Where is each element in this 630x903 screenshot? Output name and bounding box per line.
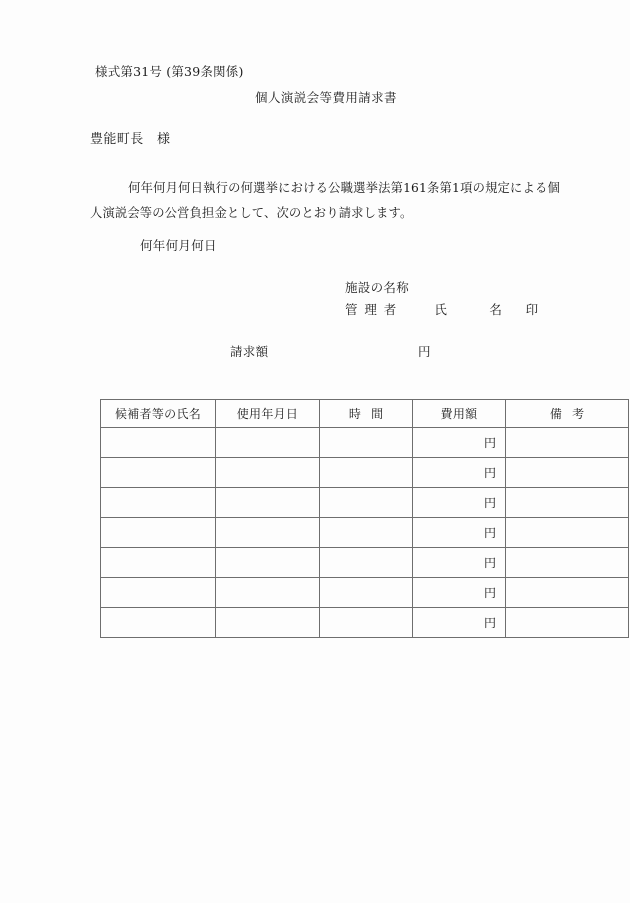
facility-name-label: 施設の名称 bbox=[345, 280, 410, 295]
seal-label: 印 bbox=[525, 302, 539, 317]
cell-note[interactable] bbox=[506, 548, 629, 578]
cell-use-date[interactable] bbox=[216, 608, 320, 638]
date-line: 何年何月何日 bbox=[140, 238, 217, 253]
cell-time[interactable] bbox=[320, 578, 413, 608]
table-row bbox=[101, 428, 629, 458]
cell-cost[interactable]: 円 bbox=[413, 548, 506, 578]
form-number: 様式第31号 (第39条関係) bbox=[95, 64, 244, 79]
cell-note[interactable] bbox=[506, 428, 629, 458]
body-text: 何年何月何日執行の何選挙における公職選挙法第161条第1項の規定による個人演説会等の公営負担金として、次のとおり請求します。 bbox=[90, 181, 560, 220]
cell-note[interactable] bbox=[506, 608, 629, 638]
header-time-text: 時間 bbox=[348, 407, 394, 421]
table-row bbox=[101, 578, 629, 608]
cell-cost[interactable]: 円 bbox=[413, 458, 506, 488]
cell-candidate-name[interactable] bbox=[101, 608, 216, 638]
cell-note[interactable] bbox=[506, 488, 629, 518]
claim-amount-unit: 円 bbox=[418, 344, 431, 359]
cell-cost[interactable]: 円 bbox=[413, 578, 506, 608]
cell-time[interactable] bbox=[320, 488, 413, 518]
cell-time[interactable] bbox=[320, 608, 413, 638]
addressee: 豊能町長 様 bbox=[90, 132, 171, 147]
table-body bbox=[101, 428, 629, 638]
table-row bbox=[101, 608, 629, 638]
surname-label: 氏 bbox=[434, 302, 447, 317]
cell-note[interactable] bbox=[506, 458, 629, 488]
cell-candidate-name[interactable] bbox=[101, 548, 216, 578]
table-row bbox=[101, 458, 629, 488]
header-candidate-name: 候補者等の氏名 bbox=[101, 400, 216, 428]
claim-table bbox=[100, 399, 629, 638]
cell-cost[interactable]: 円 bbox=[413, 518, 506, 548]
cell-cost[interactable]: 円 bbox=[413, 488, 506, 518]
manager-signature-line bbox=[345, 300, 538, 318]
cell-candidate-name[interactable] bbox=[101, 458, 216, 488]
header-cost: 費用額 bbox=[413, 400, 506, 428]
cell-use-date[interactable] bbox=[216, 458, 320, 488]
claim-amount-label: 請求額 bbox=[230, 344, 269, 359]
cell-cost[interactable]: 円 bbox=[413, 608, 506, 638]
cell-use-date[interactable] bbox=[216, 428, 320, 458]
cell-time[interactable] bbox=[320, 458, 413, 488]
cell-candidate-name[interactable] bbox=[101, 428, 216, 458]
cell-use-date[interactable] bbox=[216, 518, 320, 548]
cell-use-date[interactable] bbox=[216, 578, 320, 608]
cell-time[interactable] bbox=[320, 548, 413, 578]
table-row bbox=[101, 488, 629, 518]
cell-use-date[interactable] bbox=[216, 488, 320, 518]
table-header-row bbox=[101, 400, 629, 428]
cell-time[interactable] bbox=[320, 428, 413, 458]
header-use-date: 使用年月日 bbox=[216, 400, 320, 428]
cell-note[interactable] bbox=[506, 578, 629, 608]
table-row bbox=[101, 548, 629, 578]
given-name-label: 名 bbox=[489, 302, 502, 317]
header-note-text: 備考 bbox=[549, 407, 595, 421]
manager-label: 管理者 bbox=[345, 302, 404, 317]
cell-use-date[interactable] bbox=[216, 548, 320, 578]
cell-cost[interactable]: 円 bbox=[413, 428, 506, 458]
header-time bbox=[320, 400, 413, 428]
cell-candidate-name[interactable] bbox=[101, 488, 216, 518]
page-title: 個人演説会等費用請求書 bbox=[255, 90, 397, 105]
cell-candidate-name[interactable] bbox=[101, 578, 216, 608]
cell-candidate-name[interactable] bbox=[101, 518, 216, 548]
cell-time[interactable] bbox=[320, 518, 413, 548]
cell-note[interactable] bbox=[506, 518, 629, 548]
header-note bbox=[506, 400, 629, 428]
table-header bbox=[101, 400, 629, 428]
table-row bbox=[101, 518, 629, 548]
claim-amount-row bbox=[230, 342, 430, 360]
body-paragraph bbox=[90, 176, 560, 225]
